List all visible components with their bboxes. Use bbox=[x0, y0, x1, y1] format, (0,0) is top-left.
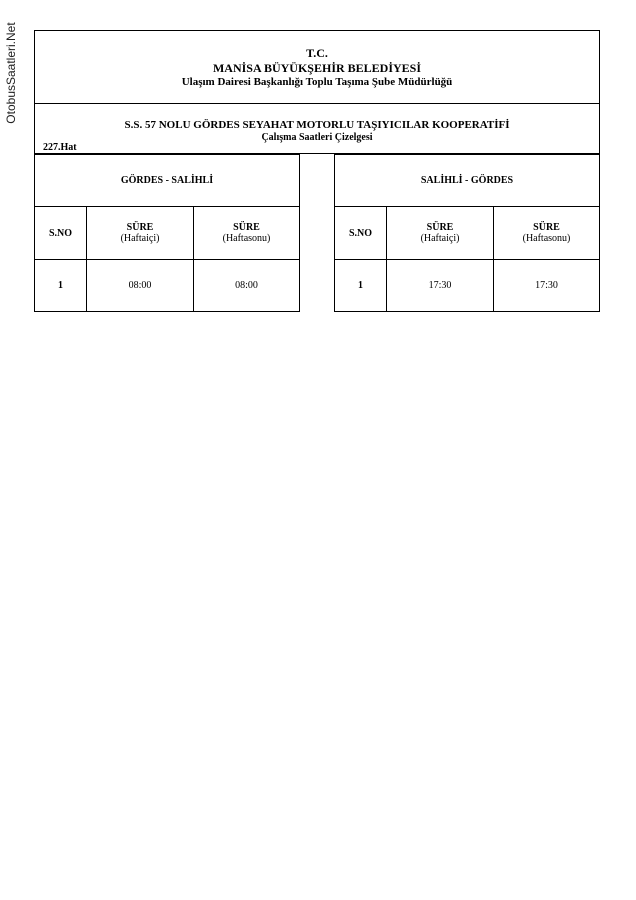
table-row bbox=[335, 260, 600, 312]
column-header-weekday bbox=[87, 207, 194, 260]
schedule-header bbox=[34, 30, 600, 154]
route-title: SALİHLİ - GÖRDES bbox=[335, 155, 600, 207]
cooperative-block bbox=[35, 104, 599, 155]
cooperative-name: S.S. 57 NOLU GÖRDES SEYAHAT MOTORLU TAŞIYICILAR KOOPERATİFİ bbox=[124, 119, 510, 131]
row-sno: 1 bbox=[335, 260, 387, 312]
column-header-weekday-sub: (Haftaiçi) bbox=[420, 233, 460, 244]
route-title: GÖRDES - SALİHLİ bbox=[35, 155, 300, 207]
row-weekday-time: 17:30 bbox=[387, 260, 494, 312]
column-header-weekend bbox=[194, 207, 300, 260]
row-sno: 1 bbox=[35, 260, 87, 312]
column-header-sno: S.NO bbox=[335, 207, 387, 260]
column-header-weekend bbox=[494, 207, 600, 260]
schedule-subtitle: Çalışma Saatleri Çizelgesi bbox=[261, 132, 373, 143]
column-header-weekday bbox=[387, 207, 494, 260]
municipality-block bbox=[35, 31, 599, 104]
municipality-name: MANİSA BÜYÜKŞEHİR BELEDİYESİ bbox=[212, 61, 422, 75]
column-header-weekday-sub: (Haftaiçi) bbox=[120, 233, 160, 244]
column-header-weekend-sub: (Haftasonu) bbox=[222, 233, 271, 244]
column-header-sno: S.NO bbox=[35, 207, 87, 260]
timetable-salihli-gordes bbox=[334, 154, 600, 312]
table-row bbox=[35, 260, 300, 312]
watermark bbox=[2, 18, 20, 128]
column-header-weekend-label: SÜRE bbox=[533, 222, 560, 233]
column-header-weekday-label: SÜRE bbox=[126, 222, 154, 233]
column-header-weekend-label: SÜRE bbox=[233, 222, 260, 233]
column-header-weekday-label: SÜRE bbox=[426, 222, 454, 233]
watermark-text: OtobusSaatleri.Net bbox=[4, 22, 18, 124]
republic-label: T.C. bbox=[306, 46, 328, 60]
row-weekend-time: 17:30 bbox=[494, 260, 600, 312]
column-header-weekend-sub: (Haftasonu) bbox=[522, 233, 571, 244]
row-weekend-time: 08:00 bbox=[194, 260, 300, 312]
row-weekday-time: 08:00 bbox=[87, 260, 194, 312]
department-name: Ulaşım Dairesi Başkanlığı Toplu Taşıma Şube Müdürlüğü bbox=[181, 76, 453, 88]
timetable-gordes-salihli bbox=[34, 154, 300, 312]
line-number: 227.Hat bbox=[43, 142, 77, 153]
